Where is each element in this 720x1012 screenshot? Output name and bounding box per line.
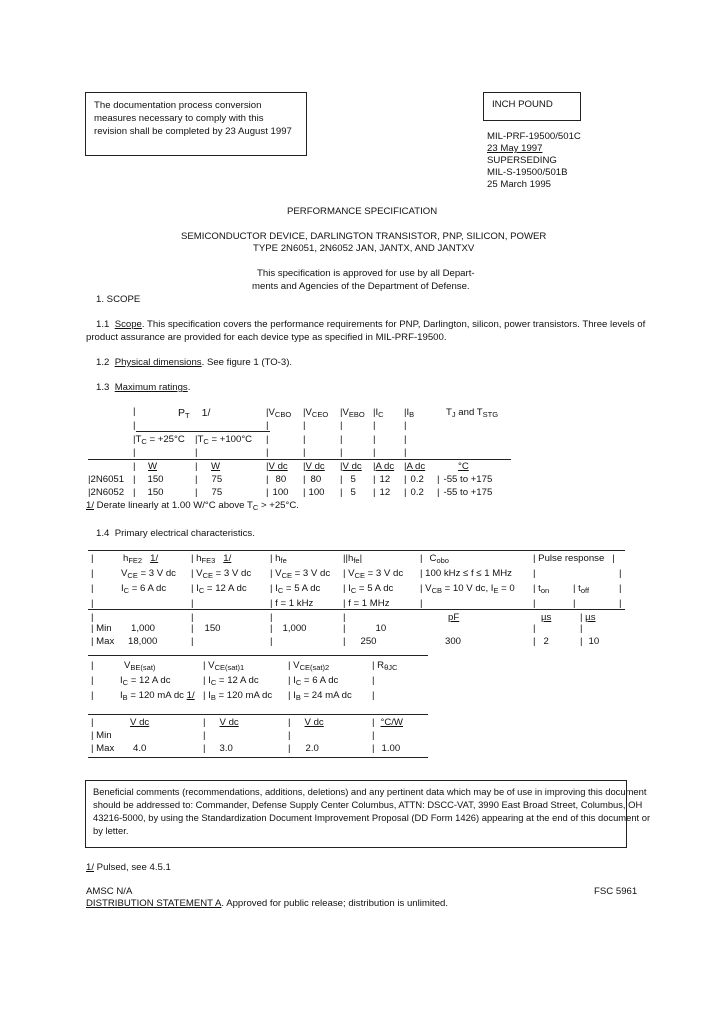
bar: | bbox=[133, 461, 136, 472]
para-1-3 bbox=[96, 382, 190, 394]
section-scope: 1. SCOPE bbox=[96, 294, 141, 305]
elec2-cell: 4.0 bbox=[133, 743, 147, 754]
bar: | bbox=[340, 447, 343, 458]
elec1-rule-bottom bbox=[88, 655, 428, 656]
title-line-2: TYPE 2N6051, 2N6052 JAN, JANTX, AND JANTXV bbox=[253, 243, 475, 254]
para-1-1-label: Scope bbox=[114, 319, 142, 330]
superseded-date: 25 March 1995 bbox=[487, 179, 551, 190]
notice-line-2: measures necessary to comply with this bbox=[94, 113, 264, 124]
spec-heading: PERFORMANCE SPECIFICATION bbox=[287, 206, 438, 217]
bar: | bbox=[133, 406, 136, 417]
elec1-c-freq: | 100 kHz ≤ f ≤ 1 MHz bbox=[420, 568, 512, 579]
elec2-h-vce1: | $V_{CE(sat)1}$ bbox=[203, 660, 245, 672]
unit-ib: |A dc bbox=[404, 461, 426, 472]
elec2-row-max: | Max bbox=[91, 743, 115, 754]
bar: | bbox=[372, 730, 375, 741]
unit-pt25: W bbox=[148, 461, 158, 472]
bar: | bbox=[343, 612, 346, 623]
elec2-c-ic1: $I_C = 12$ A dc bbox=[120, 675, 171, 687]
ratings-cell: | 75 bbox=[195, 474, 223, 485]
bar: | bbox=[270, 612, 273, 623]
elec1-cell: | 1,000 bbox=[270, 623, 307, 634]
bar: | bbox=[404, 434, 407, 445]
elec2-row-min: | Min bbox=[91, 730, 112, 741]
bar: | bbox=[191, 598, 194, 609]
bar: | bbox=[270, 636, 273, 647]
elec2-h-vce2: | $V_{CE(sat)2}$ bbox=[288, 660, 330, 672]
ratings-cell: | 80 bbox=[266, 474, 287, 485]
ratings-cell: | 80 bbox=[303, 474, 322, 485]
para-1-3-label: Maximum ratings bbox=[114, 382, 188, 393]
bar: | bbox=[404, 420, 407, 431]
approval-line-2: ments and Agencies of the Department of Defense. bbox=[252, 281, 470, 292]
bar: | bbox=[191, 612, 194, 623]
fsc-label: FSC 5961 bbox=[594, 886, 638, 897]
ratings-row: |2N6052 bbox=[88, 487, 125, 498]
elec2-c-ic3: | $I_C = 6$ A dc bbox=[288, 675, 339, 687]
elec1-cell: | 150 bbox=[191, 623, 221, 634]
bar: | bbox=[340, 420, 343, 431]
elec2-rule-mid bbox=[88, 714, 428, 715]
ratings-cell: | 0.2 bbox=[404, 487, 424, 498]
ratings-rule-1 bbox=[136, 431, 270, 432]
notice-line-3: revision shall be completed by 23 August 1997 bbox=[94, 126, 292, 137]
bar: | bbox=[133, 447, 136, 458]
ratings-h-ib: $|I_B$ bbox=[404, 407, 415, 419]
bar: | bbox=[373, 434, 376, 445]
para-1-3-text: . bbox=[187, 382, 191, 393]
elec1-h-pulse: | Pulse response | bbox=[533, 553, 615, 564]
elec1-row-max: | Max bbox=[91, 636, 115, 647]
elec1-rule-top bbox=[88, 550, 625, 551]
para-1-1-text-2: product assurance are provided for each device type as specified in MIL-PRF-19500. bbox=[86, 332, 447, 343]
elec2-unit-3: | V dc bbox=[288, 717, 324, 728]
para-1-1 bbox=[96, 319, 645, 331]
elec1-c-f1: | f = 1 kHz bbox=[270, 598, 314, 609]
bar: | bbox=[91, 660, 94, 671]
ratings-h-ic: $|I_C$ bbox=[373, 407, 384, 419]
elec2-h-vbe: $V_{BE(sat)}$ bbox=[124, 660, 156, 672]
bar: | bbox=[533, 623, 536, 634]
bar: | bbox=[91, 690, 94, 701]
comments-line-2: should be addressed to: Commander, Defense Supply Center Columbus, ATTN: DSCC-VAT, 3990 East Broad Street, Columbus, OH bbox=[93, 799, 643, 810]
elec1-rule-mid bbox=[88, 609, 625, 610]
ratings-cell: | -55 to +175 bbox=[437, 474, 493, 485]
ratings-footnote: 1/ Derate linearly at 1.00 W/°C above $T_C > +25^\circ C$. bbox=[86, 500, 299, 512]
bar: | bbox=[372, 690, 375, 701]
bar: | bbox=[619, 598, 622, 609]
elec1-cell: | 2 bbox=[533, 636, 549, 647]
ratings-rule-2 bbox=[88, 459, 511, 460]
bar: | bbox=[191, 636, 194, 647]
para-1-2 bbox=[96, 357, 292, 369]
pulsed-note: 1/ Pulsed, see 4.5.1 bbox=[86, 862, 171, 873]
unit-vceo: |V dc bbox=[303, 461, 325, 472]
elec1-row-min: | Min bbox=[91, 623, 112, 634]
bar: | bbox=[195, 447, 198, 458]
bar: | bbox=[373, 420, 376, 431]
ratings-cell: | 0.2 bbox=[404, 474, 424, 485]
bar: | bbox=[91, 568, 94, 579]
elec1-unit-pf: pF bbox=[448, 612, 460, 623]
elec2-h-rth: | $R_{\theta JC}$ bbox=[372, 660, 398, 672]
para-1-2-num: 1.2 bbox=[96, 357, 110, 368]
elec1-c-toff: | $t_{off}$ bbox=[573, 583, 590, 595]
elec2-unit-2: | V dc bbox=[203, 717, 239, 728]
ratings-h-tc25: $|T_C = +25^\circ C$ bbox=[133, 434, 185, 446]
elec1-c-ton: | $t_{on}$ bbox=[533, 583, 550, 595]
unit-tj: °C bbox=[458, 461, 469, 472]
elec2-c-ib1: $I_B = 120$ mA dc 1/ bbox=[120, 690, 195, 702]
bar: | bbox=[372, 675, 375, 686]
bar: | bbox=[420, 598, 423, 609]
bar: | bbox=[195, 461, 198, 472]
elec1-c-vce3: | $V_{CE} = 3$ V dc bbox=[270, 568, 331, 580]
elec2-c-ib3: | $I_B = 24$ mA dc bbox=[288, 690, 352, 702]
bar: | bbox=[580, 623, 583, 634]
bar: | bbox=[533, 568, 536, 579]
elec1-cell: | 250 bbox=[343, 636, 377, 647]
elec2-rule-bottom bbox=[88, 757, 428, 758]
elec1-h-cobo: | $C_{obo}$ bbox=[420, 553, 449, 565]
para-1-2-text: . See figure 1 (TO-3). bbox=[201, 357, 293, 368]
bar: | bbox=[288, 730, 291, 741]
ratings-cell: | 150 bbox=[133, 474, 164, 485]
elec1-h-hfe3: | $h_{FE3}$ 1/ bbox=[191, 553, 232, 565]
elec1-unit-us2: | µs bbox=[580, 612, 596, 623]
bar: | bbox=[533, 598, 536, 609]
doc-date: 23 May 1997 bbox=[487, 143, 543, 154]
elec2-cell: | 2.0 bbox=[288, 743, 319, 754]
elec2-c-ib2: | $I_B = 120$ mA dc bbox=[203, 690, 273, 702]
elec1-cell: 18,000 bbox=[128, 636, 158, 647]
para-1-2-label: Physical dimensions bbox=[114, 357, 202, 368]
elec1-c-f2: | f = 1 MHz bbox=[343, 598, 390, 609]
elec1-c-ic1: $I_C = 6$ A dc bbox=[121, 583, 167, 595]
ratings-cell: | -55 to +175 bbox=[437, 487, 493, 498]
elec1-h-hfeabs: $||h_{fe}|$ bbox=[343, 553, 363, 565]
para-1-1-text: . This specification covers the performance requirements for PNP, Darlington, silicon, power transistors. Three levels of bbox=[141, 319, 646, 330]
elec1-cell: | 10 bbox=[580, 636, 600, 647]
amsc-label: AMSC N/A bbox=[86, 886, 133, 897]
para-1-4-num: 1.4 bbox=[96, 528, 110, 539]
ratings-row: |2N6051 bbox=[88, 474, 125, 485]
bar: | bbox=[91, 553, 94, 564]
ratings-h-vebo: $|V_{EBO}$ bbox=[340, 407, 365, 419]
comments-line-3: 43216-5000, by using the Standardization Document Improvement Proposal (DD Form 1426) appearing at the end of this document or bbox=[93, 812, 651, 823]
bar: | bbox=[133, 420, 136, 431]
bar: | bbox=[303, 434, 306, 445]
elec1-h-hfe: | $h_{fe}$ bbox=[270, 553, 287, 565]
ratings-cell: | 12 bbox=[373, 487, 391, 498]
ratings-cell: | 75 bbox=[195, 487, 223, 498]
bar: | bbox=[303, 420, 306, 431]
bar: | bbox=[404, 447, 407, 458]
bar: | bbox=[91, 583, 94, 594]
bar: | bbox=[373, 447, 376, 458]
bar: | bbox=[91, 598, 94, 609]
doc-number: MIL-PRF-19500/501C bbox=[487, 131, 581, 142]
unit-ic: |A dc bbox=[373, 461, 395, 472]
elec1-unit-us1: µs bbox=[541, 612, 552, 623]
para-1-4-text: Primary electrical characteristics. bbox=[114, 528, 255, 539]
bar: | bbox=[266, 420, 269, 431]
elec1-c-ic2: | $I_C = 12$ A dc bbox=[191, 583, 247, 595]
comments-line-4: by letter. bbox=[93, 825, 129, 836]
unit-vebo: |V dc bbox=[340, 461, 362, 472]
bar: | bbox=[340, 434, 343, 445]
para-1-3-num: 1.3 bbox=[96, 382, 110, 393]
bar: | bbox=[303, 447, 306, 458]
elec2-c-ic2: | $I_C = 12$ A dc bbox=[203, 675, 259, 687]
elec1-c-vce2: | $V_{CE} = 3$ V dc bbox=[191, 568, 252, 580]
inch-pound-label: INCH POUND bbox=[492, 99, 553, 110]
distribution-statement: DISTRIBUTION STATEMENT A. Approved for public release; distribution is unlimited. bbox=[86, 898, 449, 909]
elec1-c-ic4: | $I_C = 5$ A dc bbox=[343, 583, 394, 595]
elec2-unit-4: | °C/W bbox=[372, 717, 403, 728]
elec1-c-vce4: | $V_{CE} = 3$ V dc bbox=[343, 568, 404, 580]
elec1-c-ic3: | $I_C = 5$ A dc bbox=[270, 583, 321, 595]
unit-pt100: W bbox=[211, 461, 221, 472]
para-1-4 bbox=[96, 528, 255, 540]
elec1-cell: 1,000 bbox=[131, 623, 156, 634]
ratings-h-vceo: $|V_{CEO}$ bbox=[303, 407, 329, 419]
ratings-cell: | 5 bbox=[340, 487, 356, 498]
ratings-h-tj: $T_J$ and $T_{STG}$ bbox=[446, 407, 499, 419]
bar: | bbox=[266, 447, 269, 458]
ratings-h-tc100: $|T_C = +100^\circ C$ bbox=[195, 434, 253, 446]
comments-line-1: Beneficial comments (recommendations, additions, deletions) and any pertinent data which may be of use in improving this document bbox=[93, 786, 647, 797]
ratings-cell: | 5 bbox=[340, 474, 356, 485]
elec1-cell: 300 bbox=[445, 636, 462, 647]
para-1-1-num: 1.1 bbox=[96, 319, 110, 330]
ratings-cell: | 12 bbox=[373, 474, 391, 485]
elec1-c-vcb: | $V_{CB} = 10$ V dc, $I_E = 0$ bbox=[420, 583, 515, 595]
approval-line-1: This specification is approved for use by all Depart- bbox=[257, 268, 475, 279]
elec1-c-vce1: $V_{CE} = 3$ V dc bbox=[121, 568, 176, 580]
bar: | bbox=[619, 568, 622, 579]
ratings-cell: | 100 bbox=[303, 487, 325, 498]
superseding-label: SUPERSEDING bbox=[487, 155, 557, 166]
unit-vcbo: |V dc bbox=[266, 461, 288, 472]
bar: | bbox=[573, 598, 576, 609]
elec2-cell: | 3.0 bbox=[203, 743, 233, 754]
elec1-h-hfe2: $h_{FE2}$ 1/ bbox=[123, 553, 159, 565]
bar: | bbox=[266, 434, 269, 445]
elec2-unit-1: V dc bbox=[130, 717, 150, 728]
elec2-cell: | 1.00 bbox=[372, 743, 401, 754]
elec1-cell: | 10 bbox=[343, 623, 387, 634]
ratings-cell: | 150 bbox=[133, 487, 164, 498]
bar: | bbox=[619, 583, 622, 594]
ratings-cell: | 100 bbox=[266, 487, 289, 498]
superseded-doc: MIL-S-19500/501B bbox=[487, 167, 568, 178]
title-line-1: SEMICONDUCTOR DEVICE, DARLINGTON TRANSISTOR, PNP, SILICON, POWER bbox=[181, 231, 547, 242]
bar: | bbox=[91, 612, 94, 623]
notice-line-1: The documentation process conversion bbox=[94, 100, 262, 111]
bar: | bbox=[203, 730, 206, 741]
ratings-h-pt: $P_T$ 1/ bbox=[178, 407, 211, 420]
ratings-h-vcbo: $|V_{CBO}$ bbox=[266, 407, 292, 419]
bar: | bbox=[91, 675, 94, 686]
bar: | bbox=[91, 717, 94, 728]
